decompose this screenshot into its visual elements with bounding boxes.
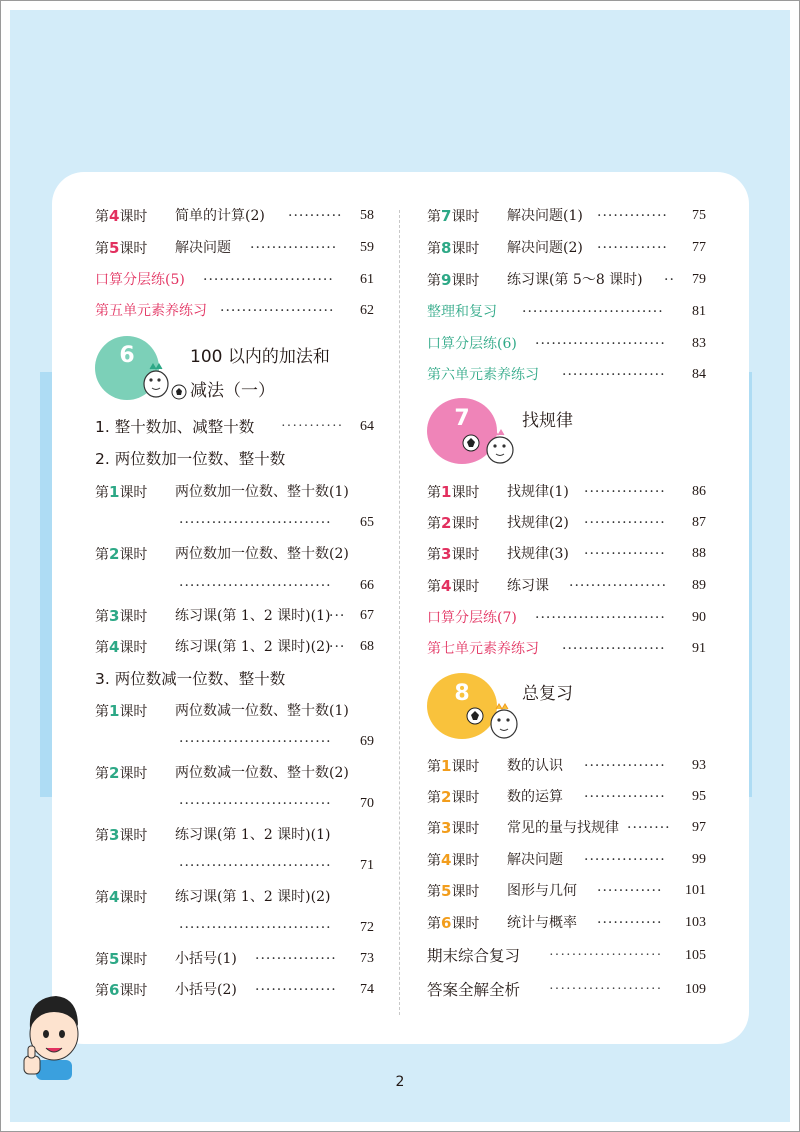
lesson-label: 第1课时	[427, 483, 480, 501]
lesson-label: 第4课时	[95, 638, 148, 656]
unit-badge-6: 6	[95, 336, 159, 400]
toc-row[interactable]	[427, 979, 707, 1001]
toc-row[interactable]	[427, 364, 707, 386]
toc-row[interactable]	[427, 638, 707, 660]
page-number: 95	[692, 789, 706, 804]
toc-row[interactable]	[95, 948, 375, 970]
dot-leader: ····························	[179, 515, 332, 531]
soccer-ball-icon	[462, 434, 480, 452]
unit-title-line2: 减法（一）	[190, 381, 275, 401]
dot-leader: ···	[329, 639, 346, 655]
page-number: 79	[692, 272, 706, 287]
dot-leader: ····························	[179, 578, 332, 594]
final-title: 期末综合复习	[427, 947, 521, 965]
lesson-label: 第2课时	[427, 514, 480, 532]
dot-leader: ············	[597, 915, 663, 931]
dot-leader: ···············	[584, 484, 666, 500]
toc-row[interactable]	[95, 979, 375, 1001]
page-number: 99	[692, 852, 706, 867]
lesson-title: 练习课(第 5～8 课时)	[507, 272, 643, 288]
page-number: 103	[685, 915, 706, 930]
practice-title: 口算分层练(7)	[427, 610, 517, 626]
page-number: 83	[692, 336, 706, 351]
dot-leader: ···············	[584, 758, 666, 774]
toc-row[interactable]	[427, 945, 707, 967]
toc-row[interactable]	[427, 786, 707, 808]
lesson-title: 练习课(第 1、2 课时)(2)	[175, 889, 331, 905]
column-divider	[399, 210, 400, 1015]
dot-leader: ···················	[562, 641, 666, 657]
lesson-label: 第2课时	[95, 764, 148, 782]
lesson-title: 解决问题	[507, 852, 563, 868]
toc-row[interactable]	[427, 237, 707, 259]
dot-leader: ························	[535, 336, 666, 352]
lesson-label: 第5课时	[95, 950, 148, 968]
page-number: 64	[360, 419, 374, 434]
toc-row[interactable]	[95, 605, 375, 627]
toc-row[interactable]	[427, 849, 707, 871]
lesson-title: 两位数减一位数、整十数(1)	[175, 703, 349, 719]
lesson-label: 第3课时	[427, 545, 480, 563]
soccer-ball-icon	[171, 384, 187, 400]
toc-row[interactable]	[427, 575, 707, 597]
dot-leader: ························	[203, 272, 334, 288]
page-number: 66	[360, 578, 374, 593]
lesson-label: 第6课时	[95, 981, 148, 999]
page-footer-number: 2	[395, 1074, 405, 1090]
lesson-title: 找规律(3)	[507, 546, 569, 562]
unit-title: 找规律	[522, 411, 573, 431]
lesson-title: 数的运算	[507, 789, 563, 805]
dot-leader: ················	[250, 240, 338, 256]
dot-leader: ·····················	[220, 303, 335, 319]
lesson-title: 练习课	[507, 578, 549, 594]
toc-row[interactable]	[95, 481, 375, 503]
page-number: 93	[692, 758, 706, 773]
dot-leader: ····················	[549, 948, 663, 963]
lesson-label: 第7课时	[427, 207, 480, 225]
toc-row[interactable]	[427, 301, 707, 323]
page-number: 67	[360, 608, 374, 623]
lesson-title: 找规律(1)	[507, 484, 569, 500]
page-number: 72	[360, 920, 374, 935]
toc-row[interactable]	[427, 755, 707, 777]
toc-row[interactable]	[427, 880, 707, 902]
page-number: 75	[692, 208, 706, 223]
page-number: 88	[692, 546, 706, 561]
section-heading	[95, 668, 375, 690]
page-number: 81	[692, 304, 706, 319]
lesson-title: 简单的计算(2)	[175, 208, 265, 224]
practice-title: 第六单元素养练习	[427, 367, 539, 383]
toc-row[interactable]	[427, 481, 707, 503]
unit-title: 总复习	[522, 684, 573, 704]
page-number: 61	[360, 272, 374, 287]
unit-badge-8: 8	[427, 673, 497, 739]
lesson-title: 图形与几何	[507, 883, 577, 899]
page-number: 74	[360, 982, 374, 997]
lesson-label: 第8课时	[427, 239, 480, 257]
lesson-label: 第2课时	[95, 545, 148, 563]
toc-row-continued[interactable]	[95, 793, 375, 815]
lesson-title: 练习课(第 1、2 课时)(1)	[175, 608, 331, 624]
dot-leader: ···	[329, 608, 346, 624]
dot-leader: ···············	[584, 515, 666, 531]
toc-row[interactable]	[427, 512, 707, 534]
toc-row[interactable]	[427, 269, 707, 291]
dot-leader: ··········	[288, 208, 343, 224]
toc-row[interactable]	[95, 237, 375, 259]
toc-row[interactable]	[95, 543, 375, 565]
toc-row[interactable]	[95, 269, 375, 291]
final-title: 答案全解全析	[427, 981, 521, 999]
lesson-label: 第1课时	[95, 483, 148, 501]
lesson-title: 解决问题(1)	[507, 208, 583, 224]
lesson-title: 练习课(第 1、2 课时)(2)	[175, 639, 331, 655]
page-number: 59	[360, 240, 374, 255]
page-number: 73	[360, 951, 374, 966]
dot-leader: ···········	[281, 419, 344, 434]
page-number: 101	[685, 883, 706, 898]
toc-row[interactable]	[95, 300, 375, 322]
lesson-title: 两位数加一位数、整十数(1)	[175, 484, 349, 500]
page-number: 91	[692, 641, 706, 656]
toc-row[interactable]	[95, 700, 375, 722]
lesson-title: 小括号(1)	[175, 951, 237, 967]
lesson-label: 第3课时	[427, 819, 480, 837]
practice-title: 口算分层练(5)	[95, 272, 185, 288]
page-number: 65	[360, 515, 374, 530]
lesson-label: 第4课时	[95, 207, 148, 225]
practice-title: 第七单元素养练习	[427, 641, 539, 657]
dot-leader: ········	[627, 820, 671, 836]
lesson-label: 第5课时	[95, 239, 148, 257]
toc-row[interactable]	[95, 762, 375, 784]
dot-leader: ····························	[179, 858, 332, 874]
page-number: 69	[360, 734, 374, 749]
dot-leader: ···············	[584, 546, 666, 562]
page-number: 84	[692, 367, 706, 382]
practice-title: 第五单元素养练习	[95, 303, 207, 319]
unit-title-line1: 100 以内的加法和	[190, 347, 330, 367]
toc-row[interactable]	[427, 205, 707, 227]
toc-row[interactable]	[427, 543, 707, 565]
toc-row[interactable]	[95, 824, 375, 846]
dot-leader: ···············	[584, 789, 666, 805]
page-number: 109	[685, 982, 706, 997]
dot-leader: ··	[664, 272, 675, 288]
toc-row[interactable]	[95, 886, 375, 908]
page-number: 89	[692, 578, 706, 593]
dot-leader: ·············	[597, 240, 668, 256]
lesson-label: 第4课时	[95, 888, 148, 906]
dot-leader: ···············	[255, 951, 337, 967]
dot-leader: ····························	[179, 920, 332, 936]
section-title: 1. 整十数加、减整十数	[95, 418, 255, 436]
lesson-label: 第6课时	[427, 914, 480, 932]
dot-leader: ···············	[584, 852, 666, 868]
dot-leader: ··························	[522, 304, 664, 320]
lesson-title: 常见的量与找规律	[507, 820, 619, 836]
dot-leader: ····························	[179, 734, 332, 750]
toc-row[interactable]	[427, 333, 707, 355]
page-number: 62	[360, 303, 374, 318]
lesson-label: 第3课时	[95, 826, 148, 844]
unit-badge-7: 7	[427, 398, 497, 464]
page-number: 68	[360, 639, 374, 654]
toc-row[interactable]	[427, 607, 707, 629]
page-number: 97	[692, 820, 706, 835]
dinosaur-mascot-icon	[478, 426, 524, 470]
lesson-title: 两位数减一位数、整十数(2)	[175, 765, 349, 781]
lesson-title: 练习课(第 1、2 课时)(1)	[175, 827, 331, 843]
dot-leader: ····················	[549, 982, 663, 997]
dot-leader: ························	[535, 610, 666, 626]
page-number: 86	[692, 484, 706, 499]
toc-row-continued[interactable]	[95, 575, 375, 597]
soccer-ball-icon	[466, 707, 484, 725]
lesson-title: 数的认识	[507, 758, 563, 774]
toc-row-continued[interactable]	[95, 917, 375, 939]
lesson-title: 解决问题	[175, 240, 231, 256]
dot-leader: ····························	[179, 796, 332, 812]
lesson-title: 找规律(2)	[507, 515, 569, 531]
toc-row[interactable]	[95, 636, 375, 658]
lesson-label: 第5课时	[427, 882, 480, 900]
lesson-label: 第4课时	[427, 577, 480, 595]
lesson-title: 小括号(2)	[175, 982, 237, 998]
dot-leader: ·············	[597, 208, 668, 224]
lesson-label: 第4课时	[427, 851, 480, 869]
practice-title: 口算分层练(6)	[427, 336, 517, 352]
dot-leader: ···················	[562, 367, 666, 383]
page-number: 77	[692, 240, 706, 255]
lesson-label: 第2课时	[427, 788, 480, 806]
lesson-label: 第3课时	[95, 607, 148, 625]
lesson-title: 两位数加一位数、整十数(2)	[175, 546, 349, 562]
dot-leader: ··················	[569, 578, 668, 594]
page-number: 58	[360, 208, 374, 223]
lesson-label: 第9课时	[427, 271, 480, 289]
toc-row[interactable]	[95, 205, 375, 227]
lesson-label: 第1课时	[95, 702, 148, 720]
dot-leader: ···············	[255, 982, 337, 998]
dot-leader: ············	[597, 883, 663, 899]
toc-row-continued[interactable]	[95, 731, 375, 753]
lesson-label: 第1课时	[427, 757, 480, 775]
boy-thumbs-up-icon	[14, 990, 86, 1080]
toc-row[interactable]	[427, 912, 707, 934]
section-title: 3. 两位数减一位数、整十数	[95, 670, 286, 688]
page-number: 71	[360, 858, 374, 873]
page-number: 70	[360, 796, 374, 811]
section-title: 2. 两位数加一位数、整十数	[95, 450, 286, 468]
section-heading	[95, 448, 375, 470]
page-number: 90	[692, 610, 706, 625]
toc-row[interactable]	[427, 817, 707, 839]
lesson-title: 统计与概率	[507, 915, 577, 931]
toc-row-continued[interactable]	[95, 855, 375, 877]
left-side-tab	[40, 372, 52, 797]
page-number: 105	[685, 948, 706, 963]
page-number: 87	[692, 515, 706, 530]
lesson-title: 解决问题(2)	[507, 240, 583, 256]
toc-row[interactable]	[95, 416, 375, 438]
practice-title: 整理和复习	[427, 304, 497, 320]
toc-row-continued[interactable]	[95, 512, 375, 534]
